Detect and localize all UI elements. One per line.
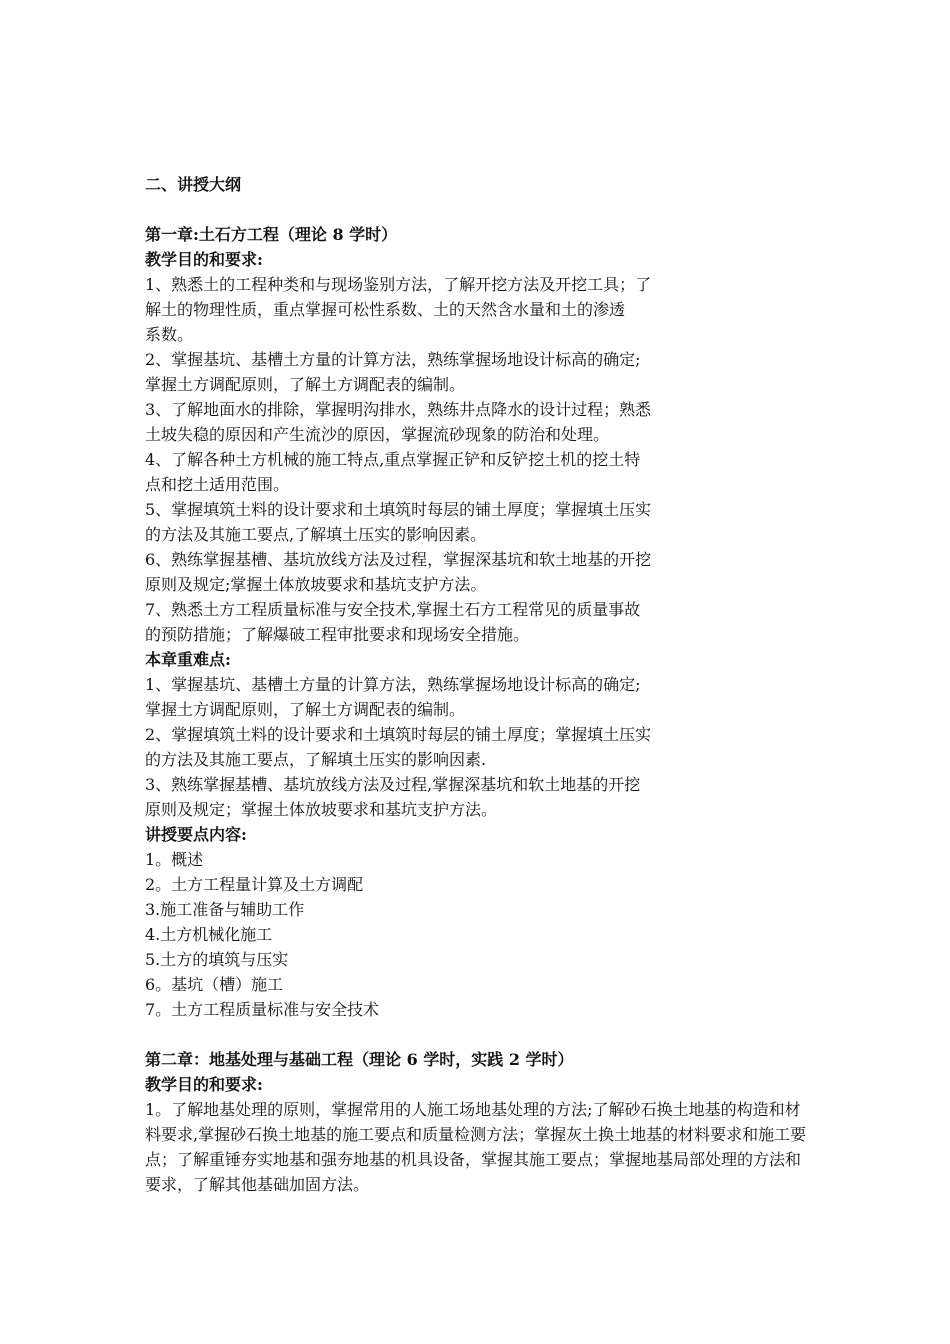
chapter-1 — [145, 222, 815, 1022]
objective-line: 掌握土方调配原则，了解土方调配表的编制。 — [145, 375, 466, 394]
chapter-2-objectives-paragraph: 1。了解地基处理的原则，掌握常用的人施工场地基处理的方法;了解砂石换土地基的构造和材料要求,掌握砂石换土地基的施工要点和质量检测方法；掌握灰土换土地基的材料要求和施工要点；了解重锤夯实地基和强夯地基的机具设备，掌握其施工要点；掌握地基局部处理的方法和要求，了解其他基础加固方法。 — [145, 1100, 807, 1194]
keypoint-line: 1、掌握基坑、基槽土方量的计算方法，熟练掌握场地设计标高的确定; — [145, 675, 641, 694]
objective-line: 7、熟悉土方工程质量标准与安全技术,掌握土石方工程常见的质量事故 — [145, 600, 641, 619]
chapter-gap — [145, 1022, 815, 1047]
content-item: 7。土方工程质量标准与安全技术 — [145, 1000, 380, 1019]
section-title: 二、讲授大纲 — [145, 175, 242, 194]
keypoint-line: 原则及规定；掌握土体放坡要求和基坑支护方法。 — [145, 800, 498, 819]
keypoint-line: 掌握土方调配原则，了解土方调配表的编制。 — [145, 700, 466, 719]
objective-line: 点和挖土适用范围。 — [145, 475, 290, 494]
objective-line: 原则及规定;掌握土体放坡要求和基坑支护方法。 — [145, 575, 487, 594]
chapter-2-title: 第二章：地基处理与基础工程（理论 6 学时，实践 2 学时） — [145, 1050, 574, 1069]
objective-line: 系数。 — [145, 325, 194, 344]
chapter-1-content-heading: 讲授要点内容: — [145, 825, 247, 844]
chapter-1-objectives — [145, 272, 815, 647]
chapter-1-keypoints-heading: 本章重难点: — [145, 650, 231, 669]
objective-line: 6、熟练掌握基槽、基坑放线方法及过程，掌握深基坑和软土地基的开挖 — [145, 550, 652, 569]
chapter-2-objectives-heading: 教学目的和要求: — [145, 1075, 263, 1094]
content-item: 6。基坑（槽）施工 — [145, 975, 284, 994]
content-item: 4.土方机械化施工 — [145, 925, 273, 944]
objective-line: 2、掌握基坑、基槽土方量的计算方法，熟练掌握场地设计标高的确定; — [145, 350, 641, 369]
objective-line: 土坡失稳的原因和产生流沙的原因，掌握流砂现象的防治和处理。 — [145, 425, 610, 444]
objective-line: 4、了解各种土方机械的施工特点,重点掌握正铲和反铲挖土机的挖土特 — [145, 450, 641, 469]
chapter-1-keypoints — [145, 672, 815, 822]
objective-line: 1、熟悉土的工程种类和与现场鉴别方法，了解开挖方法及开挖工具；了 — [145, 275, 652, 294]
chapter-2 — [145, 1047, 815, 1197]
objective-line: 的预防措施；了解爆破工程审批要求和现场安全措施。 — [145, 625, 530, 644]
chapter-1-objectives-heading: 教学目的和要求: — [145, 250, 263, 269]
objective-line: 的方法及其施工要点,了解填土压实的影响因素。 — [145, 525, 487, 544]
keypoint-line: 2、掌握填筑土料的设计要求和土填筑时每层的铺土厚度；掌握填土压实 — [145, 725, 652, 744]
objective-line: 解土的物理性质，重点掌握可松性系数、土的天然含水量和土的渗透 — [145, 300, 626, 319]
content-item: 2。土方工程量计算及土方调配 — [145, 875, 364, 894]
keypoint-line: 3、熟练掌握基槽、基坑放线方法及过程,掌握深基坑和软土地基的开挖 — [145, 775, 641, 794]
keypoint-line: 的方法及其施工要点，了解填土压实的影响因素. — [145, 750, 487, 769]
content-item: 3.施工准备与辅助工作 — [145, 900, 305, 919]
objective-line: 3、了解地面水的排除，掌握明沟排水，熟练井点降水的设计过程；熟悉 — [145, 400, 652, 419]
chapter-1-contents — [145, 847, 815, 1022]
document-page — [145, 172, 815, 1197]
content-item: 5.土方的填筑与压实 — [145, 950, 289, 969]
chapter-1-title: 第一章:土石方工程（理论 8 学时） — [145, 225, 398, 244]
objective-line: 5、掌握填筑土料的设计要求和土填筑时每层的铺土厚度；掌握填土压实 — [145, 500, 652, 519]
content-item: 1。概述 — [145, 850, 204, 869]
